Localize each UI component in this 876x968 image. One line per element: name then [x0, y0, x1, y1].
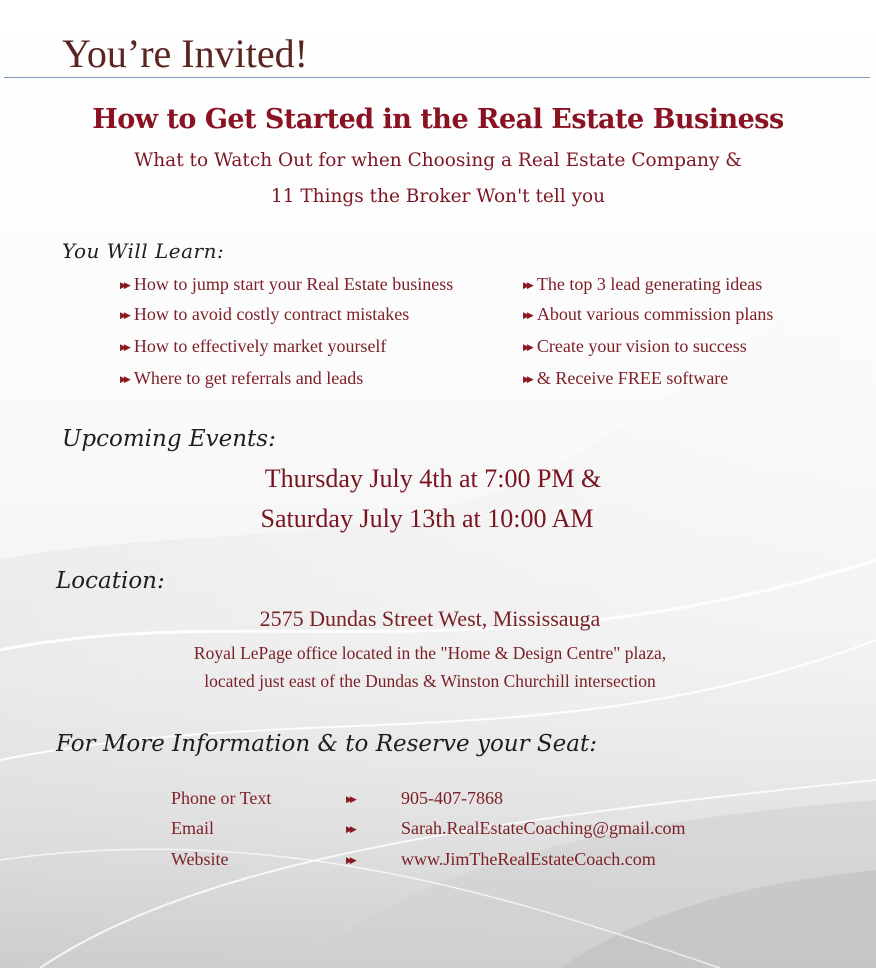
event-headline: How to Get Started in the Real Estate Business: [92, 104, 784, 135]
learn-item-label: How to effectively market yourself: [133, 336, 387, 356]
learn-item: [523, 304, 773, 325]
location-address: 2575 Dundas Street West, Mississauga: [259, 606, 601, 631]
learn-item-label: The top 3 lead generating ideas: [536, 274, 763, 294]
learn-item-label: Where to get referrals and leads: [133, 368, 364, 388]
learn-item-label: About various commission plans: [536, 304, 774, 324]
double-chevron-right-icon: ▶▶: [346, 825, 354, 835]
learn-item: [523, 336, 747, 357]
double-chevron-right-icon: ▶▶: [120, 280, 128, 291]
learn-item: [120, 274, 453, 295]
learn-item-label: How to jump start your Real Estate business: [133, 274, 454, 294]
double-chevron-right-icon: ▶▶: [523, 280, 531, 291]
contact-phone[interactable]: 905-407-7868: [401, 788, 503, 808]
contact-label-phone: Phone or Text: [171, 788, 272, 808]
header-divider: [4, 77, 870, 78]
invitation-title: You’re Invited!: [62, 31, 308, 76]
learn-item-label: How to avoid costly contract mistakes: [133, 304, 410, 324]
location-description-line2: located just east of the Dundas & Winston Churchill intersection: [204, 671, 656, 691]
events-heading: Upcoming Events:: [62, 426, 276, 452]
learn-item: [523, 368, 728, 389]
double-chevron-right-icon: ▶▶: [523, 342, 531, 353]
double-chevron-right-icon: ▶▶: [346, 856, 354, 866]
double-chevron-right-icon: ▶▶: [346, 795, 354, 805]
double-chevron-right-icon: ▶▶: [120, 310, 128, 321]
contact-label-website: Website: [171, 849, 229, 869]
double-chevron-right-icon: ▶▶: [120, 342, 128, 353]
contact-website-link[interactable]: www.JimTheRealEstateCoach.com: [401, 849, 656, 869]
event-subtitle-line2: 11 Things the Broker Won't tell you: [270, 186, 606, 207]
event-date-1: Thursday July 4th at 7:00 PM &: [264, 464, 602, 493]
learn-item-label: Create your vision to success: [536, 336, 747, 356]
contact-heading: For More Information & to Reserve your Seat:: [56, 731, 597, 757]
contact-email-link[interactable]: Sarah.RealEstateCoaching@gmail.com: [401, 818, 686, 838]
double-chevron-right-icon: ▶▶: [120, 374, 128, 385]
learn-item: [120, 304, 409, 325]
double-chevron-right-icon: ▶▶: [523, 310, 531, 321]
contact-label-email: Email: [171, 818, 214, 838]
event-date-2: Saturday July 13th at 10:00 AM: [260, 504, 594, 533]
learn-item-label: & Receive FREE software: [536, 368, 729, 388]
learn-item: [120, 336, 386, 357]
double-chevron-right-icon: ▶▶: [523, 374, 531, 385]
learn-heading: You Will Learn:: [62, 239, 225, 263]
learn-item: [523, 274, 762, 295]
event-subtitle-line1: What to Watch Out for when Choosing a Real Estate Company &: [134, 150, 742, 171]
location-description-line1: Royal LePage office located in the "Home & Design Centre" plaza,: [193, 643, 667, 663]
learn-item: [120, 368, 363, 389]
location-heading: Location:: [56, 568, 165, 594]
